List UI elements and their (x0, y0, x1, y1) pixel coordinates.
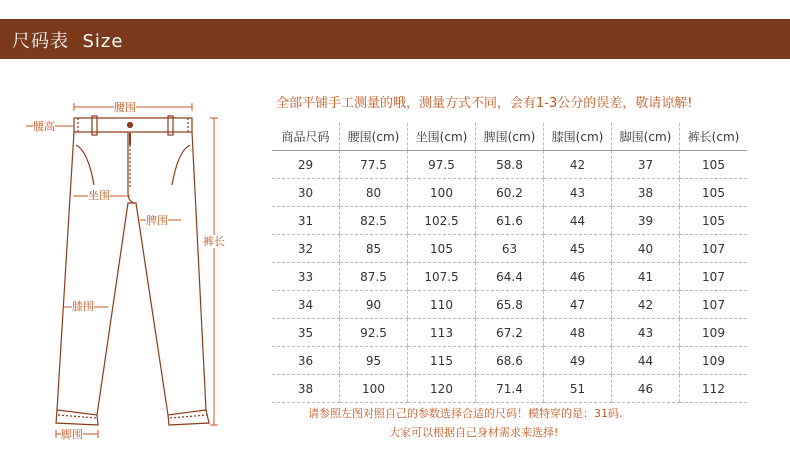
table-cell: 34 (272, 291, 340, 319)
column-header: 脚围(cm) (612, 123, 680, 151)
pants-outline (57, 132, 206, 415)
diagram-label-thigh: 脾围 (146, 214, 168, 227)
table-cell: 112 (680, 375, 748, 403)
table-cell: 47 (544, 291, 612, 319)
table-header-row (272, 123, 747, 151)
table-cell: 61.6 (476, 207, 544, 235)
footer-note-1: 请参照左图对照自己的参数选择合适的尺码！模特穿的是：31码. (308, 407, 623, 420)
column-header: 商品尺码 (272, 123, 340, 151)
column-header: 坐围(cm) (408, 123, 476, 151)
table-cell: 38 (272, 375, 340, 403)
table-cell: 107 (680, 235, 748, 263)
table-cell: 58.8 (476, 151, 544, 179)
pants-diagram (0, 85, 260, 465)
table-cell: 41 (612, 263, 680, 291)
table-cell: 43 (612, 319, 680, 347)
table-cell: 30 (272, 179, 340, 207)
table-body (272, 151, 747, 403)
table-cell: 42 (544, 151, 612, 179)
table-cell: 36 (272, 347, 340, 375)
table-cell: 107 (680, 263, 748, 291)
table-cell: 49 (544, 347, 612, 375)
diagram-label-seat: 坐围 (88, 189, 110, 202)
table-cell: 39 (612, 207, 680, 235)
header-bar (0, 19, 790, 59)
table-cell: 90 (340, 291, 408, 319)
table-cell: 105 (680, 207, 748, 235)
table-cell: 80 (340, 179, 408, 207)
table-cell: 64.4 (476, 263, 544, 291)
table-cell: 109 (680, 347, 748, 375)
table-cell: 110 (408, 291, 476, 319)
table-cell: 29 (272, 151, 340, 179)
table-cell: 105 (680, 179, 748, 207)
table-cell: 48 (544, 319, 612, 347)
column-header: 腰围(cm) (340, 123, 408, 151)
button (128, 123, 133, 128)
diagram-label-waist: 腰围 (114, 101, 136, 114)
size-table (272, 123, 747, 403)
table-cell: 71.4 (476, 375, 544, 403)
table-cell: 87.5 (340, 263, 408, 291)
table-cell: 44 (612, 347, 680, 375)
table-cell: 107 (680, 291, 748, 319)
table-cell: 45 (544, 235, 612, 263)
table-cell: 43 (544, 179, 612, 207)
table-cell: 100 (340, 375, 408, 403)
table-cell: 82.5 (340, 207, 408, 235)
pants-illustration (0, 85, 260, 465)
table-cell: 95 (340, 347, 408, 375)
table-cell: 65.8 (476, 291, 544, 319)
table-row (272, 263, 747, 291)
table-cell: 63 (476, 235, 544, 263)
page-title: 尺码表 Size (12, 31, 124, 52)
table-cell: 113 (408, 319, 476, 347)
table-cell: 102.5 (408, 207, 476, 235)
table-cell: 120 (408, 375, 476, 403)
table-row (272, 179, 747, 207)
table-cell: 46 (544, 263, 612, 291)
table-cell: 67.2 (476, 319, 544, 347)
table-row (272, 375, 747, 403)
table-cell: 107.5 (408, 263, 476, 291)
diagram-label-knee: 膝围 (72, 300, 94, 313)
table-cell: 37 (612, 151, 680, 179)
table-cell: 105 (408, 235, 476, 263)
table-cell: 31 (272, 207, 340, 235)
table-cell: 42 (612, 291, 680, 319)
diagram-label-rise: 腰高 (33, 120, 55, 133)
table-cell: 33 (272, 263, 340, 291)
table-cell: 51 (544, 375, 612, 403)
table-cell: 77.5 (340, 151, 408, 179)
table-cell: 38 (612, 179, 680, 207)
diagram-label-length: 裤长 (203, 235, 225, 248)
column-header: 裤长(cm) (680, 123, 748, 151)
table-cell: 92.5 (340, 319, 408, 347)
table-row (272, 151, 747, 179)
table-cell: 97.5 (408, 151, 476, 179)
table-row (272, 207, 747, 235)
table-row (272, 347, 747, 375)
table-cell: 35 (272, 319, 340, 347)
column-header: 脾围(cm) (476, 123, 544, 151)
table-row (272, 235, 747, 263)
measurement-notice: 全部平铺手工测量的哦，测量方式不同，会有1-3公分的误差，敬请谅解! (276, 96, 693, 111)
table-row (272, 319, 747, 347)
column-header: 膝围(cm) (544, 123, 612, 151)
table-cell: 46 (612, 375, 680, 403)
table-cell: 105 (680, 151, 748, 179)
table-cell: 44 (544, 207, 612, 235)
table-cell: 85 (340, 235, 408, 263)
table-row (272, 291, 747, 319)
table-cell: 115 (408, 347, 476, 375)
table-cell: 32 (272, 235, 340, 263)
table-cell: 100 (408, 179, 476, 207)
table-cell: 60.2 (476, 179, 544, 207)
table-cell: 40 (612, 235, 680, 263)
footer-note-2: 大家可以根据自己身材需求来选择! (389, 426, 559, 439)
diagram-label-hem: 脚围 (61, 428, 83, 441)
table-cell: 109 (680, 319, 748, 347)
table-cell: 68.6 (476, 347, 544, 375)
